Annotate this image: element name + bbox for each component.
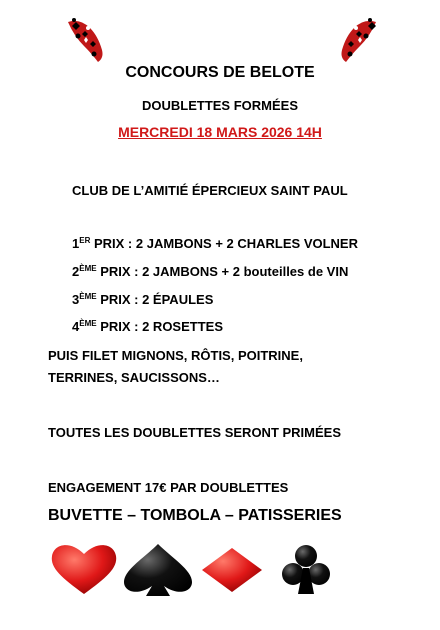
diamond-icon — [202, 548, 262, 592]
extras-line-2: TERRINES, SAUCISSONS… — [48, 370, 220, 385]
club-icon — [282, 545, 330, 594]
card-suits-decoration-right — [336, 14, 382, 66]
heart-icon — [52, 545, 116, 594]
prize-rank-suffix: ÈME — [79, 292, 97, 301]
prize-rank: 2 — [72, 264, 80, 279]
amenities: BUVETTE – TOMBOLA – PATISSERIES — [48, 507, 342, 524]
prize-rank: 1 — [72, 236, 80, 251]
prize-rank-suffix: ÈME — [79, 319, 97, 328]
card-suits-row — [48, 540, 344, 600]
prize-line-3 — [72, 292, 213, 307]
prize-text: PRIX : 2 ÉPAULES — [96, 292, 214, 307]
prize-rank: 3 — [72, 292, 80, 307]
prize-line-2 — [72, 264, 348, 279]
page-title: CONCOURS DE BELOTE — [125, 64, 315, 81]
card-suits-decoration-left — [62, 14, 108, 66]
all-rewarded-note: TOUTES LES DOUBLETTES SERONT PRIMÉES — [48, 425, 342, 440]
prize-line-1 — [72, 236, 358, 251]
spade-icon — [124, 544, 192, 596]
prize-text: PRIX : 2 ROSETTES — [96, 319, 223, 334]
event-date-text: MERCREDI 18 MARS 2026 14H — [118, 124, 322, 140]
prize-rank: 4 — [72, 319, 80, 334]
event-date — [0, 124, 440, 140]
entry-fee: ENGAGEMENT 17€ PAR DOUBLETTES — [48, 480, 289, 495]
prize-rank-suffix: ÈME — [79, 264, 97, 273]
page-subtitle: DOUBLETTES FORMÉES — [141, 98, 298, 113]
club-name: CLUB DE L’AMITIÉ ÉPERCIEUX SAINT PAUL — [72, 183, 348, 198]
prize-text: PRIX : 2 JAMBONS + 2 bouteilles de VIN — [96, 264, 349, 279]
extras-line-1: PUIS FILET MIGNONS, RÔTIS, POITRINE, — [48, 348, 303, 363]
prize-text: PRIX : 2 JAMBONS + 2 CHARLES VOLNER — [90, 236, 358, 251]
prize-rank-suffix: ER — [79, 236, 91, 245]
prize-line-4 — [72, 319, 223, 334]
